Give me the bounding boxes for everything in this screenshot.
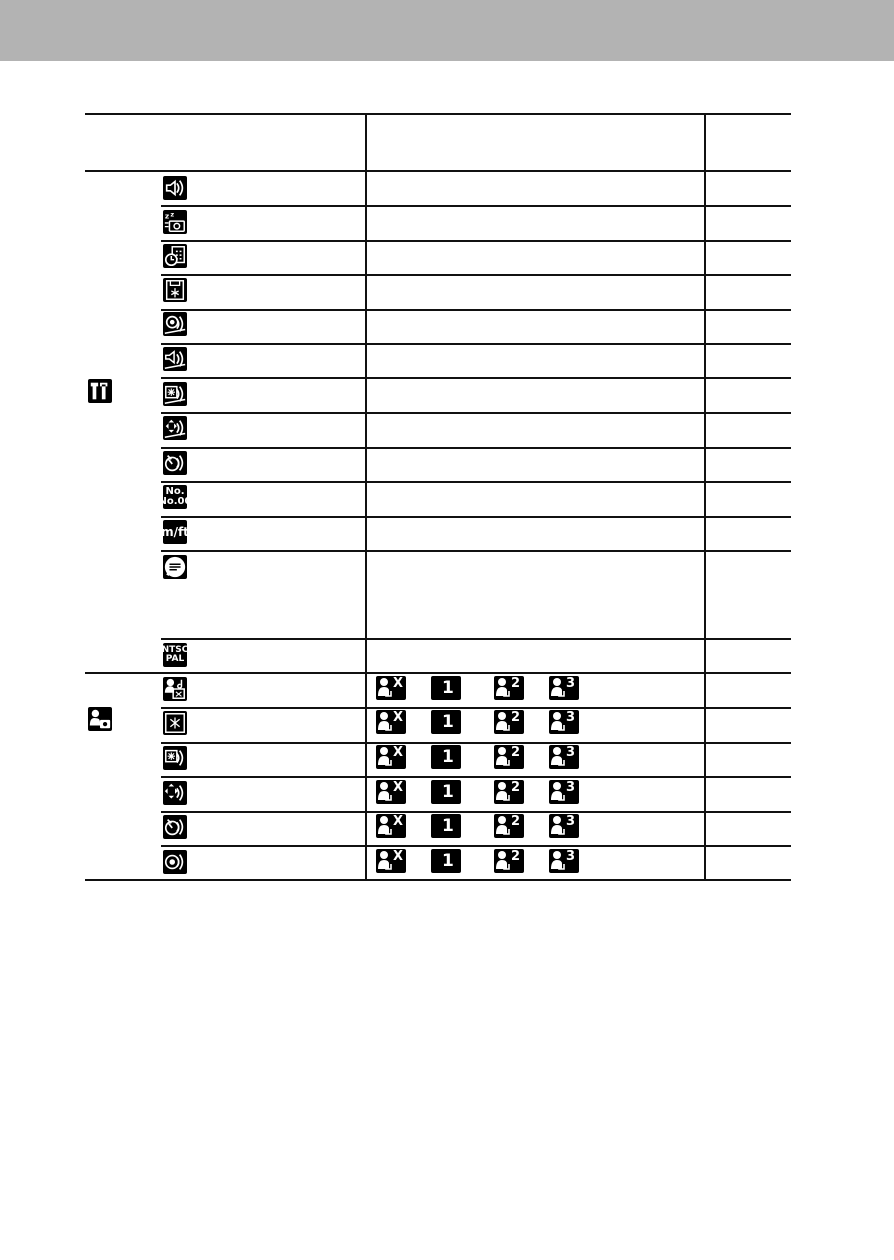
option-off-icon (376, 745, 406, 769)
option-3-icon (549, 814, 579, 838)
icon-label-line: NTSC (161, 645, 189, 655)
start-up-image-icon (163, 677, 187, 701)
option-label: 3 (566, 849, 576, 864)
option-label: X (393, 745, 404, 760)
option-off-icon (376, 849, 406, 873)
option-off-icon (376, 676, 406, 700)
option-off-icon (376, 780, 406, 804)
option-2-icon (494, 710, 524, 734)
option-1-icon (431, 814, 461, 838)
power-saving-icon (163, 210, 187, 234)
option-2-icon (494, 676, 524, 700)
language-icon (163, 555, 187, 579)
option-1-icon (431, 676, 461, 700)
option-3-icon (549, 849, 579, 873)
table-rule (85, 879, 791, 881)
option-off-icon (376, 814, 406, 838)
option-label: X (393, 849, 404, 864)
icon-label-line: No. (165, 486, 185, 497)
option-3-icon (549, 745, 579, 769)
video-system-icon (163, 643, 187, 667)
operation-sound-icon (163, 347, 187, 371)
file-numbering-icon (158, 485, 192, 509)
option-2-icon (494, 849, 524, 873)
column-divider (704, 113, 706, 881)
table-rule (161, 707, 791, 709)
settings-table (85, 113, 791, 880)
icon-label-line: PAL (165, 654, 185, 664)
option-label: 3 (566, 710, 576, 725)
option-3-icon (549, 676, 579, 700)
table-rule (161, 742, 791, 744)
distance-units-icon (163, 520, 187, 544)
column-divider (365, 170, 367, 880)
table-rule (161, 481, 791, 483)
table-rule (161, 447, 791, 449)
option-label: X (393, 814, 404, 829)
svg-text:z: z (164, 211, 170, 221)
table-rule (161, 274, 791, 276)
option-1-icon (431, 710, 461, 734)
table-rule (161, 845, 791, 847)
format-icon (163, 278, 187, 302)
header-bar (0, 0, 894, 61)
column-divider (365, 113, 367, 172)
option-1-icon (431, 849, 461, 873)
table-rule (85, 113, 791, 115)
option-label: 2 (511, 814, 521, 829)
option-label: 3 (566, 780, 576, 795)
option-off-icon (376, 710, 406, 734)
table-rule (161, 550, 791, 552)
selftimer-volume-icon (163, 382, 187, 406)
option-label: 1 (442, 782, 454, 802)
start-up-sound-setting-icon (163, 850, 187, 874)
option-3-icon (549, 780, 579, 804)
option-label: 2 (511, 849, 521, 864)
option-label: 1 (442, 851, 454, 871)
option-2-icon (494, 780, 524, 804)
option-1-icon (431, 780, 461, 804)
operation-sound-setting-icon (163, 746, 187, 770)
table-rule (85, 170, 791, 172)
option-label: 3 (566, 745, 576, 760)
setup-menu-icon (88, 379, 112, 403)
svg-text:z: z (170, 210, 175, 219)
start-up-sound-icon (163, 312, 187, 336)
table-rule (161, 205, 791, 207)
option-2-icon (494, 814, 524, 838)
my-camera-menu-icon (88, 707, 112, 731)
date-time-icon (163, 244, 187, 268)
start-up-image-frame-icon (163, 711, 187, 735)
option-label: 3 (566, 676, 576, 691)
table-rule (161, 309, 791, 311)
option-label: 2 (511, 710, 521, 725)
selftimer-sound-icon (163, 451, 187, 475)
option-label: X (393, 710, 404, 725)
table-rule (161, 776, 791, 778)
icon-label: m/ft (161, 525, 189, 539)
option-label: 1 (442, 816, 454, 836)
option-3-icon (549, 710, 579, 734)
option-label: 1 (442, 747, 454, 767)
table-rule (161, 377, 791, 379)
table-rule (161, 343, 791, 345)
option-label: 2 (511, 745, 521, 760)
shutter-sound-setting-icon (163, 815, 187, 839)
option-label: X (393, 676, 404, 691)
mute-icon (163, 176, 187, 200)
table-rule (161, 811, 791, 813)
option-label: X (393, 780, 404, 795)
table-rule (161, 412, 791, 414)
option-label: 2 (511, 676, 521, 691)
option-1-icon (431, 745, 461, 769)
table-rule (161, 516, 791, 518)
option-label: 1 (442, 678, 454, 698)
option-label: 3 (566, 814, 576, 829)
shutter-volume-icon (163, 416, 187, 440)
option-label: 1 (442, 712, 454, 732)
table-rule (161, 240, 791, 242)
selftimer-sound-setting-icon (163, 781, 187, 805)
option-2-icon (494, 745, 524, 769)
table-rule (85, 672, 791, 674)
icon-label-line: No.00 (158, 496, 192, 507)
option-label: 2 (511, 780, 521, 795)
table-rule (161, 638, 791, 640)
